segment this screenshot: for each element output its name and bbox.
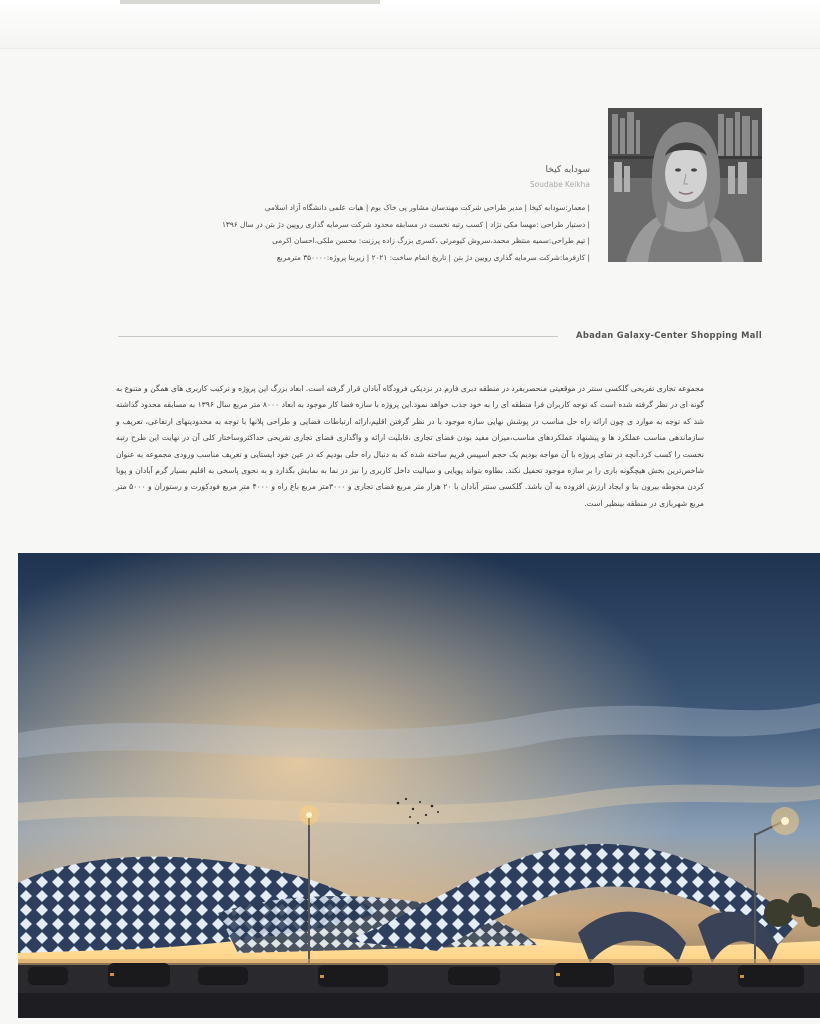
- architect-name-persian: سودابه کیخا: [545, 165, 590, 175]
- section-divider: [118, 336, 558, 337]
- architect-name-english: Soudabe Keikha: [529, 180, 590, 189]
- credits-line: | معمار:سودابه کیخا | مدیر طراحی شرکت مهندسان مشاور پی خاک بوم | هیات علمی دانشگاه آزاد اسلامی: [264, 203, 590, 212]
- top-rule: [120, 0, 380, 4]
- credits-line: | کارفرما:شرکت سرمایه گذاری رویین دژ بتن | تاریخ اتمام ساخت: ۲۰۲۱ | زیربنا پروژه:۳۵۰۰۰۰ مترمربع: [276, 252, 590, 262]
- project-description: مجموعه تجاری تفریحی گلکسی سنتر در موقعیتی منحصربفرد در منطقه دبری فارم در نزدیکی فرودگاه آبادان قرار گرفته است. ابعاد بزرگ این پروژه و ترکیب کاربری های همگن و متنوع به گونه ای در نظر گرفته شده است که توجه کاربران فرا منطقه ای را به خود جذب خواهد نمود.این پروژه با سازه فضا کار موجود به ابعاد ۸۰۰۰ متر مربع سال ۱۳۹۶ به مسابقه محدود گذاشته شد که توجه به موارد ی چون ارائه راه حل مناسب در پوشش نهایی سازه موجود با در نظر گرفتن اقلیم،ارائه ارتباطات فضایی و طراحی پلانها با توجه به محدودیتهای ارتفاعی، تعریف و سازماندهی مناسب عملکرد ها و پیشنهاد عملکردهای مناسب،میزان مفید بودن فضای تجاری ،قابلیت ارائه و واگذاری فضای تجاری تفریحی حداکثروساختار کلی آن در نهایت این طرح رتبه نخست را کسب کرد.آنچه در نمای پروژه با آن مواجه بودیم یک حجم اسپیس فریم ساخته شده که به دنبال راه حلی بودیم که در عین خود ایستایی و تعریف مناسب ورودی مجموعه به عنوان شاخص‌ترین بخش هیچگونه باری را بر سازه موجود تحمیل نکند. بطاوه بتواند پویایی و سیالیت داخل کاربری را نیز در نما به نمایش بگذارد و به نحوی پاسخی به اقلیم بسیار گرم آبادان و پویا کردن محوطه بیرون بنا و ایجاد ارزش افزوده به آن باشد. گلکسی سنتر آبادان با ۲۰ هزار متر مربع فضای تجاری و ۳۰۰۰متر مربع باغ راه و ۴۰۰۰ متر مربع فودکورت و رستوران و ۵۰۰۰ متر مربع شهربازی در منطقه بینظیر است.: [116, 384, 705, 508]
- building-rendering: [18, 553, 820, 1018]
- project-credits: [110, 200, 590, 266]
- project-title: Abadan Galaxy-Center Shopping Mall: [576, 330, 762, 340]
- credits-line: | تیم طراحی:سمیه منتظر محمد،سروش کیومرثی ،کسری بزرگ زاده پرزنت: محسن ملکی،احسان اکرمی: [272, 236, 590, 245]
- architect-portrait: [608, 108, 762, 262]
- credits-line: | دستیار طراحی :مهسا مکی نژاد | کسب رتبه نخست در مسابقه محدود شرکت سرمایه گذاری رویین دژ بتن در سال ۱۳۹۶: [222, 219, 590, 229]
- previous-page-edge: [0, 0, 820, 49]
